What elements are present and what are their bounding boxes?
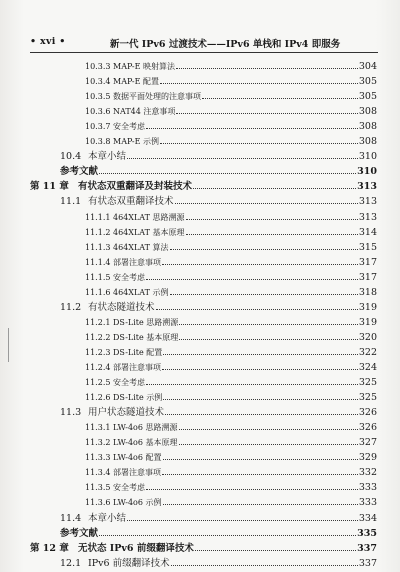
toc-entry-title: LW-4o6 配置 bbox=[113, 453, 162, 463]
toc-entry-number: 11.1.2 bbox=[85, 227, 111, 237]
toc-entry bbox=[85, 60, 377, 73]
toc-entry-title: 用户状态隧道技术 bbox=[88, 407, 165, 419]
dot-leader bbox=[165, 406, 358, 415]
toc-entry-title: MAP-E 配置 bbox=[113, 77, 159, 87]
toc-entry-page: 319 bbox=[358, 301, 377, 313]
toc-entry-page: 317 bbox=[358, 271, 377, 283]
toc-entry-page: 322 bbox=[358, 346, 377, 358]
toc-entry-number: 12.1 bbox=[60, 557, 82, 569]
toc-entry-title: DS-Lite 思路溯源 bbox=[113, 317, 179, 327]
toc-entry-number: 10.3.7 bbox=[85, 122, 111, 132]
toc-entry bbox=[60, 557, 377, 570]
toc-entry-title: 464XLAT 示例 bbox=[113, 287, 169, 297]
toc-entry-number: 11.3.5 bbox=[85, 483, 111, 493]
toc-entry-page: 310 bbox=[357, 166, 377, 178]
toc-entry bbox=[60, 406, 377, 419]
toc-entry-title: 本章小结 bbox=[88, 151, 127, 163]
toc-entry-title: DS-Lite 基本原理 bbox=[113, 332, 179, 342]
toc-entry-page: 333 bbox=[358, 497, 377, 509]
toc-entry-title: LW-4o6 示例 bbox=[113, 498, 162, 508]
toc-entry-number: 11.2.2 bbox=[85, 332, 111, 342]
dot-leader bbox=[127, 150, 358, 159]
toc-entry-number: 11.1 bbox=[60, 196, 82, 208]
toc-entry-number: 第 12 章 bbox=[30, 542, 69, 554]
toc-entry-page: 308 bbox=[358, 121, 377, 133]
toc-entry-page: 337 bbox=[358, 557, 377, 569]
toc-entry-number: 11.3 bbox=[60, 407, 82, 419]
dot-leader bbox=[179, 421, 358, 430]
toc-entry-number: 11.1.1 bbox=[85, 212, 111, 222]
toc-entry-title: DS-Lite 示例 bbox=[113, 393, 163, 403]
toc-entry bbox=[85, 226, 377, 239]
toc-entry bbox=[85, 135, 377, 148]
page-number: • xvi • bbox=[30, 36, 66, 47]
dot-leader bbox=[179, 436, 358, 445]
toc-entry-number: 10.3.4 bbox=[85, 77, 111, 87]
toc-entry-title: 安全考虑 bbox=[113, 378, 145, 388]
toc-entry bbox=[85, 286, 377, 299]
toc-entry-title: LW-4o6 思路溯源 bbox=[113, 423, 178, 433]
toc-entry bbox=[85, 241, 377, 254]
toc-entry-title: 安全考虑 bbox=[113, 122, 145, 132]
toc-entry-title: 参考文献 bbox=[60, 166, 99, 178]
dot-leader bbox=[146, 481, 358, 490]
toc-entry-number: 11.3.4 bbox=[85, 468, 111, 478]
toc-entry-page: 329 bbox=[358, 452, 377, 464]
dot-leader bbox=[195, 542, 356, 551]
toc-entry-number: 10.4 bbox=[60, 151, 82, 163]
toc-entry-number: 10.3.3 bbox=[85, 62, 111, 71]
toc-entry-title: MAP-E 示例 bbox=[113, 137, 159, 147]
toc-entry-number: 11.2 bbox=[60, 301, 82, 313]
toc-entry-page: 327 bbox=[358, 437, 377, 449]
toc-entry-number: 11.2.4 bbox=[85, 363, 111, 372]
toc-entry-page: 325 bbox=[358, 377, 377, 389]
toc-entry-page: 332 bbox=[358, 467, 377, 479]
toc-entry-page: 325 bbox=[358, 392, 377, 404]
dot-leader bbox=[146, 120, 358, 129]
toc-entry-page: 334 bbox=[358, 512, 377, 524]
toc-entry-page: 305 bbox=[358, 91, 377, 103]
toc-entry-title: NAT44 注意事项 bbox=[113, 107, 176, 117]
toc-entry-title: 有状态隧道技术 bbox=[88, 301, 155, 313]
dot-leader bbox=[176, 105, 357, 114]
toc-entry-title: 有状态双重翻译技术 bbox=[88, 196, 174, 208]
dot-leader bbox=[127, 512, 358, 521]
dot-leader bbox=[171, 557, 358, 566]
dot-leader bbox=[162, 466, 358, 475]
toc-entry-title: 本章小结 bbox=[88, 512, 127, 524]
toc-entry-title: 464XLAT 思路溯源 bbox=[113, 212, 185, 222]
toc-entry-title: LW-4o6 基本原理 bbox=[113, 438, 178, 448]
toc-entry bbox=[85, 436, 377, 449]
dot-leader bbox=[163, 346, 358, 355]
dot-leader bbox=[156, 301, 358, 310]
dot-leader bbox=[160, 135, 358, 144]
dot-leader bbox=[163, 391, 358, 400]
dot-leader bbox=[162, 361, 358, 370]
toc-entry-page: 313 bbox=[358, 211, 377, 223]
dot-leader bbox=[193, 180, 356, 189]
dot-leader bbox=[160, 75, 358, 84]
toc-entry-number: 10.3.6 bbox=[85, 107, 111, 117]
toc-entry-page: 333 bbox=[358, 482, 377, 494]
toc-entry-page: 319 bbox=[358, 316, 377, 328]
dot-leader bbox=[146, 376, 358, 385]
toc-entry-page: 304 bbox=[358, 61, 377, 72]
toc-entry-title: 无状态 IPv6 前缀翻译技术 bbox=[78, 542, 194, 554]
toc-entry-number: 11.2.1 bbox=[85, 317, 111, 327]
toc-entry bbox=[85, 391, 377, 404]
toc-entry-title: 464XLAT 基本原理 bbox=[113, 227, 185, 237]
toc-entry-page: 335 bbox=[357, 527, 377, 539]
toc-entry bbox=[85, 105, 377, 118]
dot-leader bbox=[163, 451, 358, 460]
dot-leader bbox=[170, 241, 358, 250]
running-header bbox=[0, 36, 400, 52]
toc-entry-number: 11.2.6 bbox=[85, 393, 111, 403]
toc-entry-page: 320 bbox=[358, 331, 377, 343]
toc-entry-number: 10.3.8 bbox=[85, 137, 111, 147]
toc-entry bbox=[85, 256, 377, 269]
toc-entry-title: 部署注意事项 bbox=[113, 468, 161, 478]
dot-leader bbox=[179, 331, 358, 340]
dot-leader bbox=[146, 271, 358, 280]
toc-entry bbox=[60, 165, 377, 178]
toc-entry bbox=[85, 481, 377, 494]
toc-entry-page: 308 bbox=[358, 106, 377, 118]
dot-leader bbox=[186, 226, 358, 235]
toc-entry-page: 315 bbox=[358, 241, 377, 253]
toc-entry bbox=[85, 451, 377, 464]
toc-entry-page: 313 bbox=[358, 196, 377, 208]
toc-entry bbox=[60, 527, 377, 540]
toc-entry-number: 11.3.6 bbox=[85, 498, 111, 508]
running-title: 新一代 IPv6 过渡技术——IPv6 单栈和 IPv4 即服务 bbox=[110, 39, 341, 50]
toc-entry bbox=[30, 180, 377, 193]
toc-entry-number: 11.1.5 bbox=[85, 272, 111, 282]
toc-entry-number: 第 11 章 bbox=[30, 181, 69, 193]
toc-entry-page: 337 bbox=[357, 542, 377, 554]
toc-entry bbox=[85, 211, 377, 224]
toc-entry bbox=[85, 90, 377, 103]
toc-entry-title: MAP-E 映射算法 bbox=[113, 62, 175, 71]
toc-entry-number: 11.1.4 bbox=[85, 257, 111, 267]
scan-edge-mark bbox=[8, 328, 9, 362]
toc-entry bbox=[85, 75, 377, 88]
toc-entry-page: 310 bbox=[358, 151, 377, 163]
toc-entry bbox=[30, 542, 377, 555]
toc-entry bbox=[85, 316, 377, 329]
dot-leader bbox=[186, 211, 358, 220]
toc-entry-title: 部署注意事项 bbox=[113, 257, 161, 267]
toc-entry-title: 安全考虑 bbox=[113, 483, 145, 493]
toc-entry bbox=[85, 361, 377, 374]
toc-entry bbox=[85, 376, 377, 389]
toc-entry-title: DS-Lite 配置 bbox=[113, 347, 163, 357]
dot-leader bbox=[202, 90, 358, 99]
toc-entry-number: 11.4 bbox=[60, 512, 82, 524]
header-rule bbox=[30, 52, 378, 53]
dot-leader bbox=[176, 60, 358, 69]
toc-entry bbox=[85, 421, 377, 434]
toc-entry-title: 部署注意事项 bbox=[113, 363, 161, 372]
dot-leader bbox=[99, 527, 356, 536]
toc-entry-number: 11.1.3 bbox=[85, 242, 111, 252]
dot-leader bbox=[175, 195, 358, 204]
toc-entry bbox=[85, 346, 377, 359]
toc-entry-page: 313 bbox=[357, 181, 377, 193]
toc-entry-title: 464XLAT 算法 bbox=[113, 242, 169, 252]
toc-entry-title: 有状态双重翻译及封装技术 bbox=[78, 181, 193, 193]
dot-leader bbox=[162, 256, 358, 265]
toc-entry-page: 324 bbox=[358, 362, 377, 373]
toc-entry-number: 11.3.3 bbox=[85, 453, 111, 463]
toc-entry-page: 305 bbox=[358, 76, 377, 88]
toc-entry-number: 11.3.2 bbox=[85, 438, 111, 448]
dot-leader bbox=[179, 316, 358, 325]
toc-entry bbox=[85, 120, 377, 133]
toc-entry-number: 10.3.5 bbox=[85, 92, 111, 102]
toc-entry-page: 317 bbox=[358, 256, 377, 268]
toc-entry bbox=[60, 150, 377, 163]
toc-entry bbox=[60, 301, 377, 314]
toc-entry bbox=[85, 331, 377, 344]
toc-entry bbox=[60, 512, 377, 525]
toc-entry bbox=[85, 271, 377, 284]
toc-entry-number: 11.3.1 bbox=[85, 423, 111, 433]
dot-leader bbox=[170, 286, 358, 295]
toc-entry-title: 数据平面处理的注意事项 bbox=[113, 92, 201, 102]
toc-entry bbox=[60, 195, 377, 208]
toc-entry-title: IPv6 前缀翻译技术 bbox=[88, 557, 170, 569]
toc-entry-page: 326 bbox=[358, 422, 377, 434]
dot-leader bbox=[163, 496, 358, 505]
toc-entry-page: 326 bbox=[358, 407, 377, 419]
toc-entry bbox=[85, 496, 377, 509]
toc-entry-number: 11.1.6 bbox=[85, 287, 111, 297]
toc-entry-title: 参考文献 bbox=[60, 527, 99, 539]
toc-entry-page: 308 bbox=[358, 136, 377, 148]
toc-entry-title: 安全考虑 bbox=[113, 272, 145, 282]
toc-entry-number: 11.2.5 bbox=[85, 378, 111, 388]
toc-entry-page: 318 bbox=[358, 286, 377, 298]
toc-entry bbox=[85, 466, 377, 479]
toc-entry-page: 314 bbox=[358, 226, 377, 238]
dot-leader bbox=[99, 165, 356, 174]
toc-entry-number: 11.2.3 bbox=[85, 347, 111, 357]
